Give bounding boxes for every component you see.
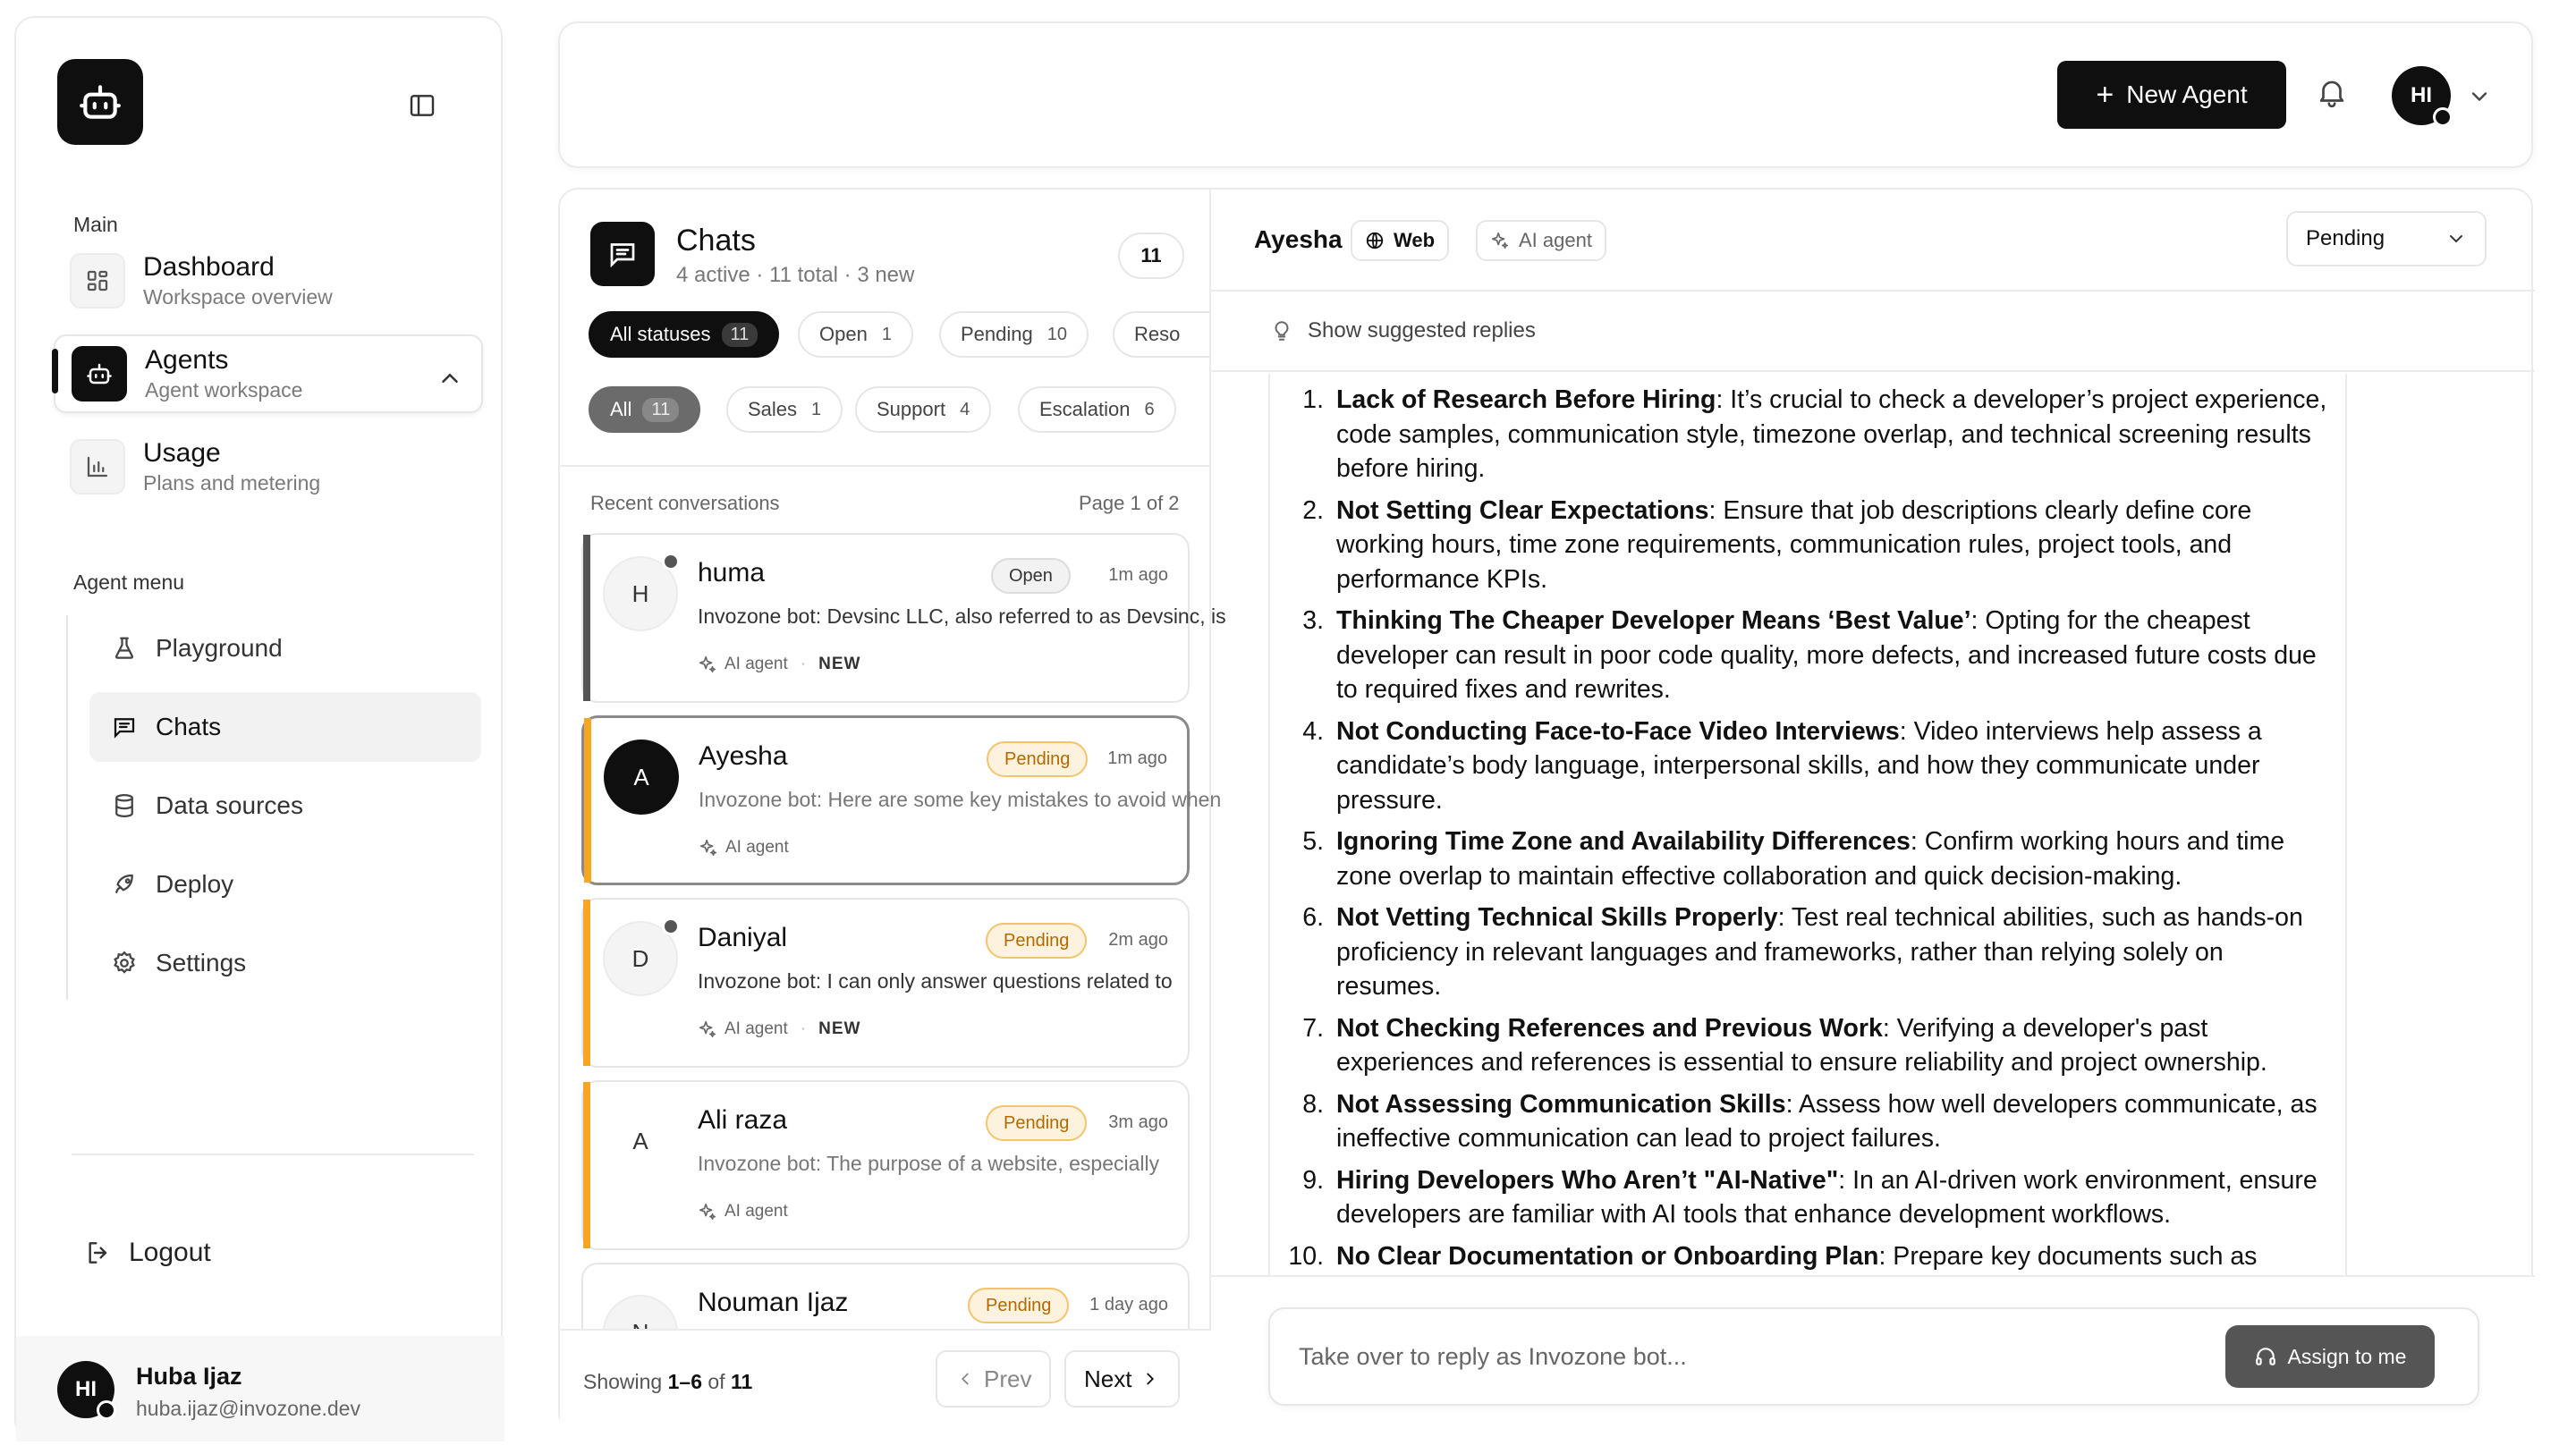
submenu-deploy-label: Deploy	[156, 870, 234, 898]
card-meta	[698, 655, 860, 674]
agent-tag: AI agent	[724, 1019, 788, 1038]
list-heading: Not Checking References and Previous Work	[1336, 1013, 1883, 1043]
new-badge: NEW	[818, 655, 861, 673]
gear-icon	[111, 950, 138, 976]
submenu-playground[interactable]	[89, 613, 481, 683]
conversation-card[interactable]	[581, 1080, 1190, 1250]
headset-icon	[2254, 1345, 2277, 1368]
list-number: 5.	[1302, 827, 1324, 856]
status-accent	[583, 1082, 590, 1248]
list-body: : Confirm working hours and time zone overlap to maintain effective collaboration and quick decision-making.	[1336, 827, 2285, 891]
bot-icon	[72, 346, 127, 402]
list-body: : Prepare key documents such as	[1878, 1241, 2258, 1271]
chats-count-badge: 11	[1118, 232, 1184, 279]
sidebar-divider	[72, 1154, 474, 1155]
unread-dot	[662, 553, 680, 571]
list-text	[1336, 1011, 2329, 1080]
submenu-settings[interactable]	[89, 928, 481, 998]
contact-name: Daniyal	[698, 923, 788, 952]
nav-usage-title: Usage	[143, 438, 221, 468]
assign-label: Assign to me	[2287, 1344, 2407, 1368]
list-text	[1336, 494, 2329, 597]
recent-conversations-label: Recent conversations	[590, 492, 780, 514]
chip-label: All statuses	[610, 323, 711, 345]
plus-icon: +	[2096, 78, 2114, 112]
list-text	[1336, 1087, 2329, 1156]
status-badge: Pending	[968, 1288, 1069, 1323]
conversation-header	[1211, 190, 2535, 292]
filter-category-all[interactable]	[589, 386, 700, 433]
next-button[interactable]	[1064, 1350, 1180, 1408]
list-heading: Not Assessing Communication Skills	[1336, 1089, 1786, 1119]
conversation-contact-name: Ayesha	[1254, 225, 1343, 253]
timestamp: 2m ago	[1108, 930, 1168, 950]
list-heading: Thinking The Cheaper Developer Means ‘Best Value’	[1336, 606, 1971, 635]
panel-left-icon	[408, 91, 436, 120]
timestamp: 1m ago	[1108, 565, 1168, 585]
agent-tag	[1476, 220, 1606, 261]
conversation-list[interactable]	[581, 533, 1226, 1427]
card-meta	[698, 1019, 860, 1039]
sidebar-toggle-button[interactable]	[406, 89, 438, 122]
page-indicator: Page 1 of 2	[1079, 492, 1180, 514]
chip-label: Escalation	[1039, 398, 1131, 420]
list-number: 8.	[1302, 1089, 1324, 1119]
sparkles-icon	[698, 1202, 717, 1222]
status-badge: Pending	[987, 741, 1088, 777]
message-preview: Invozone bot: Devsinc LLC, also referred to as Devsinc, is	[698, 604, 1226, 628]
prev-button[interactable]	[936, 1350, 1051, 1408]
list-number: 3.	[1302, 606, 1324, 635]
suggest-label: Show suggested replies	[1308, 318, 1536, 342]
submenu-data-sources[interactable]	[89, 771, 481, 841]
globe-icon	[1365, 231, 1385, 250]
message-list-item	[1283, 1239, 2345, 1274]
lightbulb-icon	[1270, 319, 1293, 342]
avatar: D	[603, 921, 678, 996]
logout-icon	[84, 1238, 113, 1267]
status-badge: Open	[991, 558, 1071, 594]
sparkles-icon	[698, 1019, 717, 1039]
message-preview: Invozone bot: I can only answer questions related to	[698, 969, 1173, 993]
nav-dashboard-sub: Workspace overview	[143, 285, 333, 309]
contact-name: huma	[698, 558, 766, 588]
timestamp: 3m ago	[1108, 1112, 1168, 1132]
list-body: : Assess how well developers communicate, as ineffective communication can lead to project failures.	[1336, 1089, 2318, 1153]
sparkles-icon	[1490, 231, 1510, 250]
new-badge: NEW	[818, 1019, 861, 1038]
list-heading: Lack of Research Before Hiring	[1336, 385, 1716, 414]
nav-dashboard-title: Dashboard	[143, 252, 275, 282]
conversation-column	[1211, 190, 2535, 1431]
message-list-item	[1283, 824, 2345, 893]
flask-icon	[111, 635, 138, 662]
list-number: 1.	[1302, 385, 1324, 414]
message-list-item	[1283, 494, 2345, 597]
presence-indicator	[2433, 107, 2453, 127]
dashboard-icon	[70, 253, 125, 309]
logout-button[interactable]	[84, 1238, 211, 1268]
logout-label: Logout	[129, 1238, 211, 1267]
bot-icon	[78, 80, 123, 124]
status-select[interactable]	[2286, 211, 2487, 266]
message-list-item	[1283, 1163, 2345, 1232]
channel-label: Web	[1394, 229, 1436, 251]
user-name: Huba Ijaz	[136, 1363, 242, 1390]
pagination-footer	[560, 1329, 1211, 1434]
list-text	[1336, 604, 2329, 707]
list-body: : It’s crucial to check a developer’s project experience, code samples, communication style, timezone overlap, and technical screening results before hiring.	[1336, 385, 2327, 483]
status-badge: Pending	[986, 923, 1087, 959]
prev-label: Prev	[984, 1365, 1032, 1392]
chip-count: 11	[722, 323, 758, 347]
chip-label: Sales	[748, 398, 798, 420]
app-logo[interactable]	[57, 59, 143, 145]
database-icon	[111, 792, 138, 819]
channel-tag	[1351, 220, 1449, 261]
filter-category-support[interactable]	[855, 386, 991, 433]
message-list-item	[1283, 383, 2345, 486]
showing-range: 1–6	[667, 1370, 702, 1393]
contact-name: Nouman Ijaz	[698, 1288, 849, 1317]
message-list	[1270, 383, 2345, 1273]
chip-label: All	[610, 398, 632, 420]
message-list-item	[1283, 900, 2345, 1004]
message-list-item	[1283, 1087, 2345, 1156]
sidebar	[14, 16, 503, 1440]
sparkles-icon	[698, 655, 717, 674]
message-list-item	[1283, 604, 2345, 707]
list-number: 6.	[1302, 903, 1324, 932]
list-text	[1336, 1163, 2329, 1232]
new-agent-button[interactable]	[2057, 61, 2286, 129]
list-body: : Ensure that job descriptions clearly define core working hours, time zone requirements, communication rules, project tools, and performance KPIs.	[1336, 495, 2252, 594]
chip-count: 6	[1144, 399, 1155, 419]
nav-usage-sub: Plans and metering	[143, 471, 321, 495]
sparkles-icon	[699, 838, 718, 858]
chevron-left-icon	[955, 1369, 975, 1389]
showing-total: 11	[730, 1370, 753, 1393]
rocket-icon	[111, 871, 138, 898]
status-accent	[583, 535, 590, 701]
submenu-playground-label: Playground	[156, 634, 283, 662]
chevron-down-icon[interactable]	[2467, 84, 2492, 114]
list-heading: Not Conducting Face-to-Face Video Interviews	[1336, 716, 1900, 746]
submenu-data-sources-label: Data sources	[156, 791, 303, 819]
chip-count: 1	[881, 324, 892, 344]
agent-tag: AI agent	[725, 838, 789, 857]
assign-to-me-button[interactable]	[2225, 1325, 2435, 1388]
chip-label: Pending	[961, 323, 1033, 345]
nav-agents-title: Agents	[145, 345, 229, 375]
message-square-icon	[590, 222, 655, 286]
submenu-settings-label: Settings	[156, 949, 247, 976]
chip-label: Reso	[1134, 323, 1181, 345]
list-text	[1336, 900, 2329, 1004]
list-heading: Ignoring Time Zone and Availability Differences	[1336, 827, 1911, 856]
list-body: : Test real technical abilities, such as hands-on proficiency in relevant languages and frameworks, rather than relying solely on resumes.	[1336, 903, 2303, 1001]
list-text	[1336, 383, 2329, 486]
message-list-item	[1283, 714, 2345, 818]
list-number: 9.	[1302, 1165, 1324, 1195]
chip-count: 1	[811, 399, 822, 419]
message-square-icon	[111, 714, 138, 740]
filter-open[interactable]	[798, 311, 913, 358]
list-number: 4.	[1302, 716, 1324, 746]
list-heading: Not Setting Clear Expectations	[1336, 495, 1709, 525]
separator: ·	[800, 1019, 807, 1038]
chip-label: Support	[877, 398, 946, 420]
filter-category-escalation[interactable]	[1018, 386, 1176, 433]
chevron-down-icon	[2445, 228, 2467, 249]
list-number: 2.	[1302, 495, 1324, 525]
show-suggested-replies-button[interactable]	[1270, 318, 1536, 343]
nav-dashboard[interactable]	[54, 241, 483, 320]
status-select-value: Pending	[2306, 226, 2385, 250]
list-number: 7.	[1302, 1013, 1324, 1043]
main-section-label: Main	[73, 213, 118, 236]
conversation-card-selected[interactable]	[581, 715, 1222, 885]
contact-name: Ayesha	[699, 741, 788, 771]
status-accent	[584, 718, 591, 883]
filter-resolved[interactable]	[1113, 311, 1211, 358]
contact-name: Ali raza	[698, 1105, 788, 1135]
message-preview: Invozone bot: Here are some key mistakes to avoid when	[699, 788, 1222, 811]
chip-count: 10	[1046, 324, 1067, 344]
showing-of: of	[702, 1370, 731, 1393]
nav-agents-sub: Agent workspace	[145, 378, 303, 402]
bell-icon[interactable]	[2315, 75, 2349, 114]
list-body: : Video interviews help assess a candidate’s body language, interpersonal skills, and how they communicate under pressure.	[1336, 716, 2262, 815]
submenu-line	[66, 615, 68, 1000]
bar-chart-icon	[70, 439, 125, 495]
status-badge: Pending	[986, 1105, 1087, 1141]
separator: ·	[800, 655, 807, 673]
message-preview: Invozone bot: The purpose of a website, especially	[698, 1152, 1160, 1175]
chats-panel	[558, 188, 2533, 1433]
agent-tag-label: AI agent	[1519, 229, 1592, 251]
chevron-up-icon[interactable]	[436, 365, 463, 396]
suggested-replies-row	[1211, 292, 2535, 372]
chip-count: 11	[642, 398, 679, 422]
message-area[interactable]	[1268, 374, 2347, 1286]
avatar: A	[603, 1103, 678, 1179]
list-heading: Not Vetting Technical Skills Properly	[1336, 903, 1778, 932]
user-footer[interactable]	[16, 1336, 504, 1441]
submenu-chats[interactable]	[89, 692, 481, 762]
list-text	[1336, 824, 2329, 893]
chats-subtitle: 4 active · 11 total · 3 new	[676, 263, 915, 287]
conversation-card[interactable]	[581, 533, 1226, 703]
showing-prefix: Showing	[583, 1370, 668, 1393]
agent-tag: AI agent	[724, 655, 788, 673]
submenu-deploy[interactable]	[89, 850, 481, 919]
timestamp: 1m ago	[1107, 748, 1167, 768]
nav-agents[interactable]	[54, 334, 483, 413]
chip-label: Open	[819, 323, 868, 345]
nav-usage[interactable]	[54, 427, 483, 506]
chat-list-column	[560, 190, 1226, 1431]
submenu-chats-label: Chats	[156, 713, 222, 740]
user-email: huba.ijaz@invozone.dev	[136, 1397, 360, 1420]
list-text	[1336, 1239, 2329, 1274]
next-label: Next	[1084, 1365, 1132, 1392]
new-agent-label: New Agent	[2126, 80, 2248, 108]
filter-all-statuses[interactable]	[589, 311, 779, 358]
card-meta	[699, 838, 789, 858]
showing-count	[583, 1370, 752, 1394]
list-body: : In an AI-driven work environment, ensure developers are familiar with AI tools that enhance development workflows.	[1336, 1165, 2318, 1229]
avatar-initials: HI	[75, 1377, 97, 1401]
filter-pending[interactable]	[939, 311, 1089, 358]
list-heading: Hiring Developers Who Aren’t "AI-Native"	[1336, 1165, 1839, 1195]
chats-title: Chats	[676, 224, 756, 258]
list-heading: No Clear Documentation or Onboarding Plan	[1336, 1241, 1879, 1271]
unread-dot	[662, 917, 680, 935]
chevron-right-icon	[1140, 1369, 1160, 1389]
conversation-card[interactable]	[581, 898, 1190, 1068]
avatar: H	[603, 556, 678, 631]
reply-input[interactable]	[1268, 1307, 2479, 1406]
list-divider	[560, 465, 1211, 467]
avatar	[57, 1361, 114, 1418]
message-list-item	[1283, 1011, 2345, 1080]
list-body: : Verifying a developer's past experiences and references is essential to ensure reliability and project ownership.	[1336, 1013, 2267, 1077]
avatar: A	[604, 740, 679, 815]
status-accent	[583, 900, 590, 1066]
chip-count: 4	[960, 399, 970, 419]
avatar-initials: HI	[2411, 83, 2432, 107]
agent-tag: AI agent	[724, 1202, 788, 1221]
agent-menu-label: Agent menu	[73, 571, 185, 594]
list-body: : Opting for the cheapest developer can result in poor code quality, more defects, and increased future costs due to required fixes and rewrites.	[1336, 606, 2317, 704]
list-text	[1336, 714, 2329, 818]
active-indicator	[52, 349, 58, 393]
presence-indicator	[97, 1400, 116, 1420]
card-meta	[698, 1202, 788, 1222]
timestamp: 1 day ago	[1089, 1295, 1168, 1315]
user-avatar-button[interactable]	[2392, 66, 2451, 125]
reply-placeholder: Take over to reply as Invozone bot...	[1299, 1343, 1687, 1370]
list-number: 10.	[1288, 1241, 1324, 1271]
reply-bar	[1211, 1275, 2535, 1434]
filter-category-sales[interactable]	[726, 386, 843, 433]
